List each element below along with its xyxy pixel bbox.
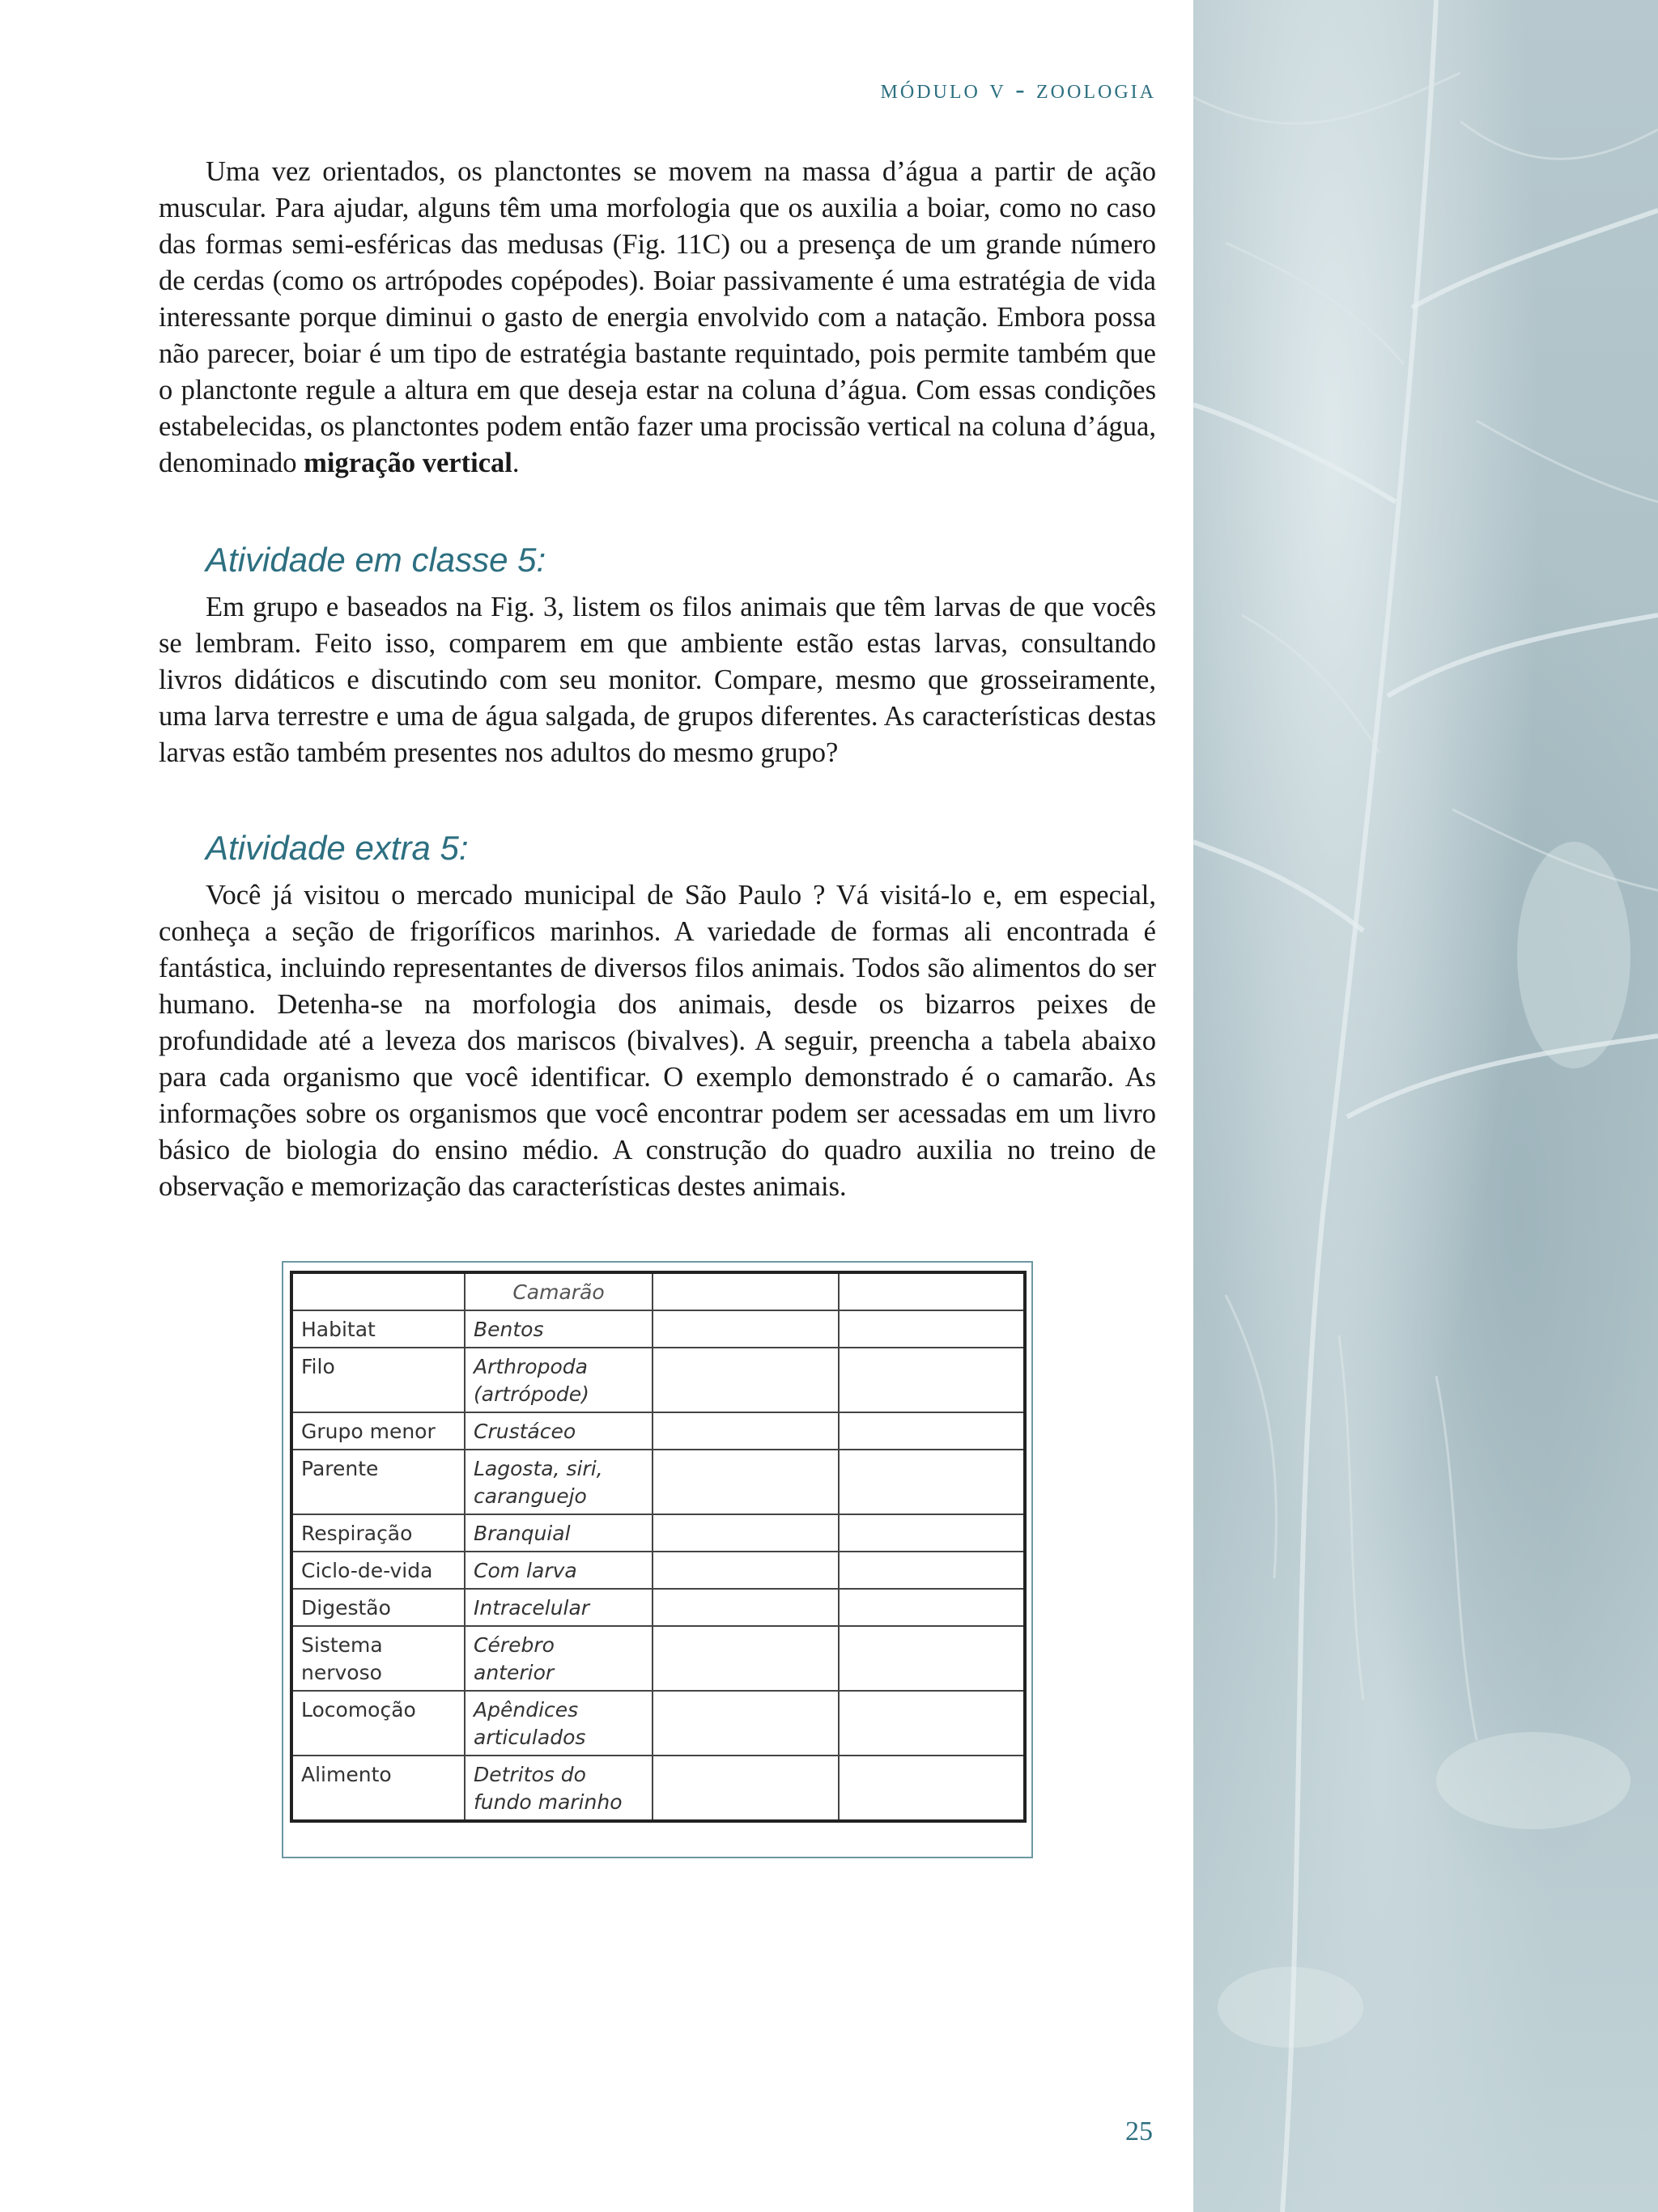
intro-paragraph xyxy=(159,154,1156,482)
camarao-value-line: articulados xyxy=(474,1726,586,1749)
empty-cell xyxy=(653,1412,839,1450)
table-figure xyxy=(282,1261,1033,1858)
table-row xyxy=(291,1412,1025,1450)
empty-cell xyxy=(653,1450,839,1514)
animal-characteristics-table xyxy=(290,1271,1027,1823)
table-row xyxy=(291,1691,1025,1756)
camarao-value-line: Detritos do xyxy=(474,1763,586,1786)
page-number: 25 xyxy=(1125,2116,1153,2146)
table-row xyxy=(291,1552,1025,1589)
row-label xyxy=(291,1626,465,1691)
camarao-value-line: Bentos xyxy=(474,1318,544,1341)
empty-cell xyxy=(653,1691,839,1756)
camarao-value xyxy=(465,1691,653,1756)
heading-atividade-extra: Atividade extra 5: xyxy=(206,829,469,867)
camarao-value-line: Lagosta, siri, xyxy=(474,1457,603,1480)
table-row xyxy=(291,1514,1025,1552)
camarao-value xyxy=(465,1412,653,1450)
empty-cell xyxy=(839,1514,1025,1552)
row-label-line: Habitat xyxy=(301,1318,376,1341)
empty-cell xyxy=(839,1626,1025,1691)
camarao-value-line: Intracelular xyxy=(474,1596,590,1620)
table-row xyxy=(291,1310,1025,1348)
camarao-value xyxy=(465,1552,653,1589)
camarao-value xyxy=(465,1310,653,1348)
table-row xyxy=(291,1348,1025,1412)
table-header-row xyxy=(291,1272,1025,1310)
row-label xyxy=(291,1348,465,1412)
column-header-empty xyxy=(291,1272,465,1310)
empty-cell xyxy=(653,1514,839,1552)
empty-cell xyxy=(839,1756,1025,1821)
row-label-line: Parente xyxy=(301,1457,379,1480)
activity-extra-paragraph xyxy=(159,877,1156,1205)
empty-cell xyxy=(653,1756,839,1821)
empty-cell xyxy=(653,1552,839,1589)
row-label xyxy=(291,1691,465,1756)
camarao-value xyxy=(465,1589,653,1626)
intro-text: Uma vez orientados, os planctontes se movem na massa d’água a partir de ação muscular. Para ajudar, alguns têm uma morfologia que os auxilia a boiar, como no caso das formas semi-esféricas das medusas (Fig. 11C) ou a presença de um grande número de cerdas (como os artrópodes copépodes). Boiar passivamente é uma estratégia de vida interessante porque diminui o gasto de energia envolvido com a natação. Embora possa não parecer, boiar é um tipo de estratégia bastante requintado, pois permite também que o planctonte regule a altura em que deseja estar na coluna d’água. Com essas condições estabelecidas, os planctontes podem então fazer uma procissão vertical na coluna d’água, denominado xyxy=(159,156,1156,478)
camarao-value-line: anterior xyxy=(474,1661,555,1684)
row-label-line: Sistema xyxy=(301,1633,383,1657)
table-row xyxy=(291,1450,1025,1514)
table-row xyxy=(291,1589,1025,1626)
camarao-value-line: fundo marinho xyxy=(474,1790,623,1814)
row-label-line: Filo xyxy=(301,1355,335,1378)
row-label xyxy=(291,1310,465,1348)
row-label-line: Locomoção xyxy=(301,1698,416,1722)
empty-cell xyxy=(653,1589,839,1626)
activity-class-paragraph xyxy=(159,589,1156,771)
row-label-line: Ciclo-de-vida xyxy=(301,1559,433,1582)
row-label xyxy=(291,1412,465,1450)
column-header-camarao: Camarão xyxy=(465,1272,653,1310)
empty-cell xyxy=(839,1310,1025,1348)
camarao-value-line: Apêndices xyxy=(474,1698,579,1722)
camarao-value xyxy=(465,1756,653,1821)
camarao-value xyxy=(465,1514,653,1552)
empty-cell xyxy=(839,1589,1025,1626)
decorative-leaf-panel xyxy=(1193,0,1658,2212)
row-label-line: nervoso xyxy=(301,1661,382,1684)
activity-extra-text: Você já visitou o mercado municipal de São Paulo ? Vá visitá-lo e, em especial, conheça a seção de frigoríficos marinhos. A variedade de formas ali encontrada é fantástica, incluindo representantes de diversos filos animais. Todos são alimentos do ser humano. Detenha-se na morfologia dos animais, desde os bizarros peixes de profundidade até a leveza dos mariscos (bivalves). A seguir, preencha a tabela abaixo para cada organismo que você identificar. O exemplo demonstrado é o camarão. As informações sobre os organismos que você encontrar podem ser acessadas em um livro básico de biologia do ensino médio. A construção do quadro auxilia no treino de observação e memorização das características destes animais. xyxy=(159,880,1156,1202)
row-label-line: Respiração xyxy=(301,1522,413,1545)
column-header-empty xyxy=(839,1272,1025,1310)
empty-cell xyxy=(839,1348,1025,1412)
empty-cell xyxy=(839,1691,1025,1756)
row-label-line: Alimento xyxy=(301,1763,392,1786)
camarao-value-line: Arthropoda xyxy=(474,1355,588,1378)
row-label-line: Grupo menor xyxy=(301,1420,436,1443)
camarao-value-line: (artrópode) xyxy=(474,1382,589,1406)
table-row xyxy=(291,1626,1025,1691)
empty-cell xyxy=(653,1348,839,1412)
row-label-line: Digestão xyxy=(301,1596,391,1620)
heading-atividade-classe: Atividade em classe 5: xyxy=(206,541,546,579)
camarao-value xyxy=(465,1348,653,1412)
column-header-empty xyxy=(653,1272,839,1310)
camarao-value-line: Crustáceo xyxy=(474,1420,576,1443)
empty-cell xyxy=(653,1626,839,1691)
empty-cell xyxy=(653,1310,839,1348)
empty-cell xyxy=(839,1450,1025,1514)
key-term-migracao-vertical: migração vertical xyxy=(304,448,512,478)
empty-cell xyxy=(839,1412,1025,1450)
empty-cell xyxy=(839,1552,1025,1589)
row-label xyxy=(291,1552,465,1589)
row-label xyxy=(291,1450,465,1514)
row-label xyxy=(291,1756,465,1821)
intro-text-end: . xyxy=(512,448,520,478)
running-head: módulo v - zoologia xyxy=(880,74,1156,104)
table-row xyxy=(291,1756,1025,1821)
row-label xyxy=(291,1514,465,1552)
activity-class-text: Em grupo e baseados na Fig. 3, listem os filos animais que têm larvas de que vocês se lembram. Feito isso, comparem em que ambiente estão estas larvas, consultando livros didáticos e discutindo com seu monitor. Compare, mesmo que grosseiramente, uma larva terrestre e uma de água salgada, de grupos diferentes. As características destas larvas estão também presentes nos adultos do mesmo grupo? xyxy=(159,592,1156,768)
camarao-value xyxy=(465,1626,653,1691)
row-label xyxy=(291,1589,465,1626)
camarao-value-line: caranguejo xyxy=(474,1484,587,1508)
camarao-value xyxy=(465,1450,653,1514)
camarao-value-line: Branquial xyxy=(474,1522,571,1545)
camarao-value-line: Com larva xyxy=(474,1559,577,1582)
camarao-value-line: Cérebro xyxy=(474,1633,555,1657)
